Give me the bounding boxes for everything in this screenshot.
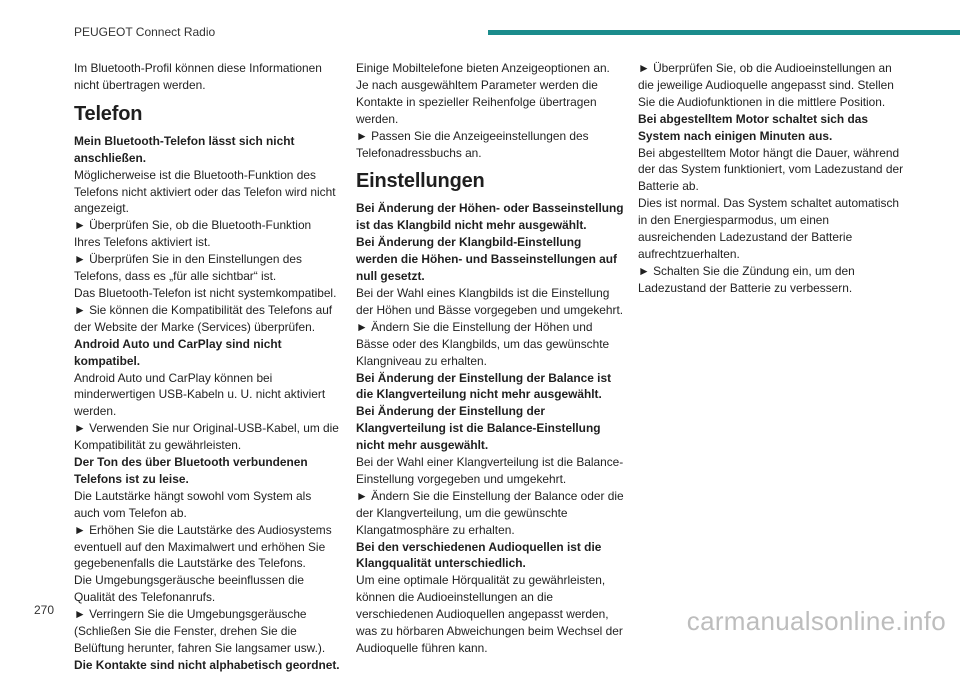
paragraph: ► Überprüfen Sie, ob die Audioeinstellungen an die jeweilige Audioquelle angepasst sind. Stellen Sie die Audiofunktionen in die mittlere Position. (638, 61, 894, 109)
problem-heading: Bei abgestelltem Motor schaltet sich das System nach einigen Minuten aus. (638, 111, 868, 143)
problem-heading: Android Auto und CarPlay sind nicht kompatibel. (74, 336, 282, 368)
problem-heading: Bei Änderung der Einstellung der Balance ist die Klangverteilung nicht mehr ausgewählt. (356, 370, 612, 402)
paragraph: Um eine optimale Hörqualität zu gewährleisten, können die Audioeinstellungen an die verschiedenen Audioquellen angepasst werden, was zu hörbaren Abweichungen beim Wechsel der Audioquelle führen kann. (356, 573, 623, 655)
paragraph: ► Ändern Sie die Einstellung der Balance oder die der Klangverteilung, um die gewünschte Klangatmosphäre zu erhalten. (356, 488, 624, 537)
paragraph: Die Umgebungsgeräusche beeinflussen die Qualität des Telefonanrufs. (74, 573, 305, 605)
paragraph: Möglicherweise ist die Bluetooth-Funktion des Telefons nicht aktiviert oder das Telefon wird nicht angezeigt. (74, 167, 336, 216)
paragraph: Android Auto und CarPlay können bei minderwertigen USB-Kabeln u. U. nicht aktiviert werden. (74, 370, 326, 419)
watermark: carmanualsonline.info (686, 606, 946, 636)
problem-heading: Bei Änderung der Klangbild-Einstellung werden die Höhen- und Basseinstellungen auf null gesetzt. (356, 235, 617, 284)
column-1 (74, 60, 340, 674)
paragraph: ► Schalten Sie die Zündung ein, um den Ladezustand der Batterie zu verbessern. (638, 263, 855, 295)
paragraph: Bei der Wahl einer Klangverteilung ist die Balance-Einstellung vorgegeben und umgekehrt. (356, 455, 624, 486)
paragraph: ► Verringern Sie die Umgebungsgeräusche (Schließen Sie die Fenster, drehen Sie die Belüftung herunter, fahren Sie langsamer usw.). (74, 607, 326, 655)
section-heading: Telefon (74, 102, 143, 125)
paragraph: ► Überprüfen Sie, ob die Bluetooth-Funktion Ihres Telefons aktiviert ist. (74, 218, 312, 250)
paragraph: Einige Mobiltelefone bieten Anzeigeoptionen an. Je nach ausgewähltem Parameter werden die Kontakte in spezieller Reihenfolge übertragen werden. (356, 61, 610, 126)
paragraph: ► Verwenden Sie nur Original-USB-Kabel, um die Kompatibilität zu gewährleisten. (74, 421, 339, 453)
paragraph: ► Erhöhen Sie die Lautstärke des Audiosystems eventuell auf den Maximalwert und erhöhen Sie gegebenenfalls die Lautstärke des Telefons. (74, 522, 332, 571)
page-number: 270 (34, 603, 55, 617)
paragraph: Bei abgestelltem Motor hängt die Dauer, während der das System funktioniert, vom Ladezustand der Batterie ab. (638, 145, 904, 194)
paragraph: Dies ist normal. Das System schaltet automatisch in den Energiesparmodus, um einen ausreichenden Ladezustand der Batterie aufrechtzuerhalten. (638, 196, 900, 261)
header-title: PEUGEOT Connect Radio (74, 25, 216, 39)
problem-heading: Mein Bluetooth-Telefon lässt sich nicht anschließen. (74, 133, 295, 165)
paragraph: ► Passen Sie die Anzeigeeinstellungen des Telefonadressbuchs an. (356, 128, 589, 160)
column-3 (638, 60, 910, 297)
section-heading: Einstellungen (356, 170, 485, 193)
paragraph: ► Überprüfen Sie in den Einstellungen des Telefons, dass es „für alle sichtbar“ ist. (74, 252, 302, 284)
problem-heading: Bei den verschiedenen Audioquellen ist die Klangqualität unterschiedlich. (356, 539, 602, 571)
column-2 (356, 60, 624, 657)
header-accent-bar (488, 30, 960, 35)
paragraph: Im Bluetooth-Profil können diese Informationen nicht übertragen werden. (74, 61, 322, 92)
problem-heading: Die Kontakte sind nicht alphabetisch geordnet. (74, 657, 340, 672)
problem-heading: Bei Änderung der Einstellung der Klangverteilung ist die Balance-Einstellung nicht mehr ausgewählt. (356, 404, 601, 453)
paragraph: ► Sie können die Kompatibilität des Telefons auf der Website der Marke (Services) überprüfen. (74, 302, 333, 334)
paragraph: Bei der Wahl eines Klangbilds ist die Einstellung der Höhen und Bässe vorgegeben und umgekehrt. (356, 285, 624, 317)
paragraph: Das Bluetooth-Telefon ist nicht systemkompatibel. (74, 285, 337, 300)
paragraph: Die Lautstärke hängt sowohl vom System als auch vom Telefon ab. (74, 488, 312, 520)
problem-heading: Der Ton des über Bluetooth verbundenen Telefons ist zu leise. (74, 455, 308, 486)
paragraph: ► Ändern Sie die Einstellung der Höhen und Bässe oder des Klangbilds, um das gewünschte Klangniveau zu erhalten. (356, 319, 610, 368)
problem-heading: Bei Änderung der Höhen- oder Basseinstellung ist das Klangbild nicht mehr ausgewählt. (356, 201, 624, 233)
